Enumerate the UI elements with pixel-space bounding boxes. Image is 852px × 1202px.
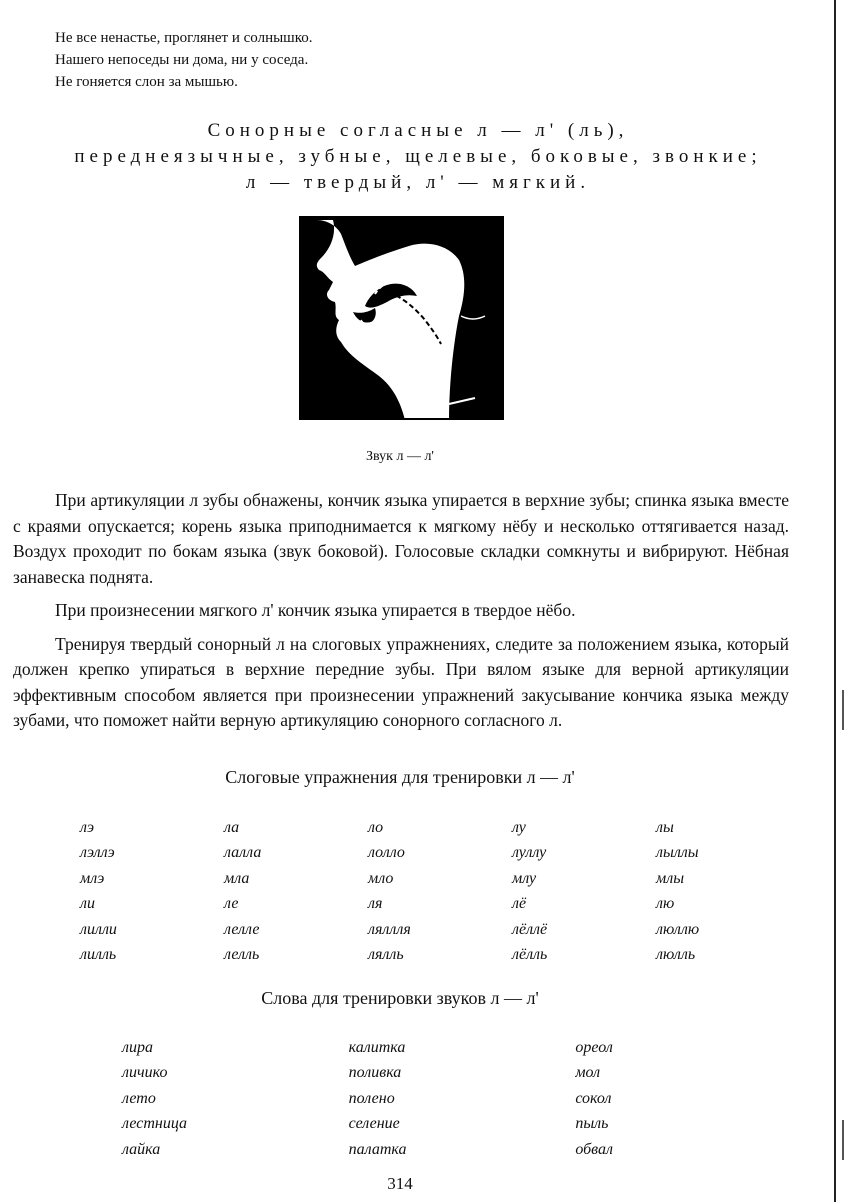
- word: калитка: [348, 1038, 406, 1056]
- syllable: лялль: [368, 946, 404, 964]
- words-title: Слова для тренировки звуков л — л': [261, 988, 539, 1008]
- proverb-line: Нашего непоседы ни дома, ни у соседа.: [55, 52, 309, 68]
- syllable: ло: [368, 818, 384, 836]
- edge-mark: [842, 1120, 844, 1160]
- syllable: ля: [368, 895, 383, 913]
- syllable: люллю: [656, 920, 700, 938]
- word: лето: [122, 1089, 156, 1107]
- syllable: лолло: [368, 844, 405, 862]
- word: ореол: [575, 1038, 613, 1056]
- syllable: люлль: [656, 946, 696, 964]
- section-title-line: л — твердый, л' — мягкий.: [245, 172, 591, 193]
- syllable: лелль: [224, 946, 260, 964]
- syllable: ле: [224, 895, 239, 913]
- proverb-line: Не все ненастье, проглянет и солнышко.: [55, 30, 313, 46]
- articulation-diagram: [299, 216, 504, 420]
- syllable: лёллё: [512, 920, 548, 938]
- proverbs: [55, 27, 313, 93]
- paragraph: При произнесении мягкого л' кончик языка упирается в твердое нёбо.: [55, 600, 576, 620]
- syllable-row: [80, 815, 800, 841]
- word: мол: [575, 1064, 601, 1082]
- word: полено: [348, 1089, 395, 1107]
- section-title: [0, 118, 836, 196]
- word-row: [122, 1035, 802, 1061]
- paragraph: При артикуляции л зубы обнажены, кончик языка упирается в верхние зубы; спинка языка вместе с краями опускается; корень языка приподнимается к мягкому нёбу и несколько оттягивается назад. Воздух проходит по бокам языка (звук боковой). Голосовые складки сомкнуты и вибрируют. Нёбная занавеска поднята.: [13, 490, 789, 587]
- word: личико: [122, 1064, 168, 1082]
- syllable: лыллы: [656, 844, 699, 862]
- syllable: лы: [656, 818, 674, 836]
- word: пыль: [575, 1115, 609, 1133]
- syllable: ла: [224, 818, 240, 836]
- word-row: [122, 1061, 802, 1087]
- section-title-line: переднеязычные, зубные, щелевые, боковые, звонкие;: [74, 146, 762, 167]
- proverb-line: Не гоняется слон за мышью.: [55, 74, 238, 90]
- syllable: луллу: [512, 844, 547, 862]
- syllable: лу: [512, 818, 526, 836]
- section-title-line: Сонорные согласные л — л' (ль),: [207, 120, 629, 141]
- edge-mark: [842, 690, 844, 730]
- page-number: 314: [387, 1174, 413, 1193]
- word: лира: [122, 1038, 153, 1056]
- word: обвал: [575, 1140, 613, 1158]
- syllable: лэллэ: [80, 844, 115, 862]
- syllable: млэ: [80, 869, 105, 887]
- syllable: ляллля: [368, 920, 411, 938]
- syllable-row: [80, 866, 800, 892]
- syllable: мла: [224, 869, 250, 887]
- syllable-table: [80, 815, 800, 968]
- syllable: лилли: [80, 920, 117, 938]
- word: поливка: [348, 1064, 402, 1082]
- word: палатка: [348, 1140, 407, 1158]
- body-text: [13, 488, 789, 742]
- word-table: [122, 1035, 802, 1163]
- figure-caption: Звук л — л': [366, 449, 434, 464]
- word: лестница: [122, 1115, 188, 1133]
- syllable-row: [80, 917, 800, 943]
- word: сокол: [575, 1089, 612, 1107]
- syllable: млы: [656, 869, 685, 887]
- syllable: мло: [368, 869, 394, 887]
- word-row: [122, 1112, 802, 1138]
- syllable: лё: [512, 895, 527, 913]
- paragraph: Тренируя твердый сонорный л на слоговых упражнениях, следите за положением языка, который должен крепко упираться в верхние передние зубы. При вялом языке для верной артикуляции эффективным способом является при произнесении упражнений закусывание кончика языка между зубами, что поможет найти верную артикуляцию сонорного согласного л.: [13, 633, 789, 730]
- syllable-row: [80, 892, 800, 918]
- syllable-row: [80, 943, 800, 969]
- syllable: лелле: [224, 920, 260, 938]
- syllable: лилль: [80, 946, 117, 964]
- syllable: лалла: [224, 844, 262, 862]
- syllable-exercises-title: Слоговые упражнения для тренировки л — л': [225, 767, 575, 787]
- syllable-row: [80, 841, 800, 867]
- syllable: лэ: [80, 818, 95, 836]
- word-row: [122, 1137, 802, 1163]
- word-row: [122, 1086, 802, 1112]
- syllable: лёлль: [512, 946, 548, 964]
- word: селение: [348, 1115, 400, 1133]
- syllable: млу: [512, 869, 537, 887]
- word: лайка: [122, 1140, 161, 1158]
- syllable: ли: [80, 895, 95, 913]
- syllable: лю: [656, 895, 675, 913]
